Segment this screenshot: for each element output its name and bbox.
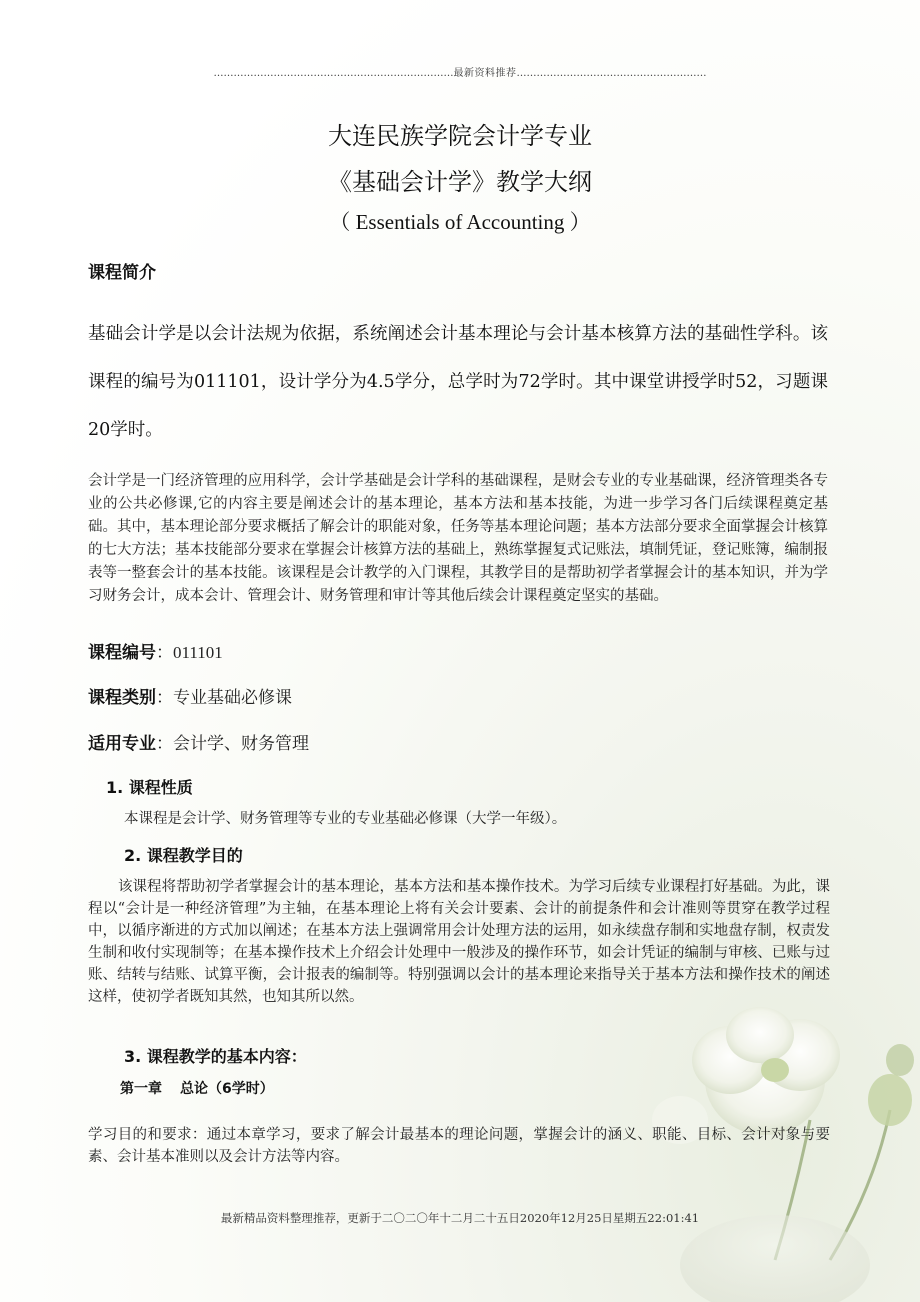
course-category-value: 专业基础必修课 <box>173 688 292 708</box>
applicable-major-value: 会计学、财务管理 <box>173 734 309 754</box>
header-dots-left: ……………………………………………………………… <box>213 68 454 79</box>
title-english: （ Essentials of Accounting ） <box>329 210 591 234</box>
applicable-major-field: 适用专业：会计学、财务管理 <box>88 734 309 754</box>
header-label: 最新资料推荐 <box>453 68 517 79</box>
page-footer: 最新精品资料整理推荐，更新于二〇二〇年十二月二十五日2020年12月25日星期五22:01:41 <box>220 1211 700 1225</box>
chapter-name: 总论（6学时） <box>180 1081 274 1097</box>
intro-text: 基础会计学是以会计法规为依据，系统阐述会计基本理论与会计基本核算方法的基础性学科。该课程的编号为011101，设计学分为4.5学分，总学时为72学时。其中课堂讲授学时52，习题课20学时。 <box>88 324 828 440</box>
section-2-heading: 2. 课程教学目的 <box>124 846 243 865</box>
section-2-text: 该课程将帮助初学者掌握会计的基本理论，基本方法和基本操作技术。为学习后续专业课程打好基础。为此，课程以“会计是一种经济管理”为主轴，在基本理论上将有关会计要素、会计的前提条件和会计准则等贯穿在教学过程中，以循序渐进的方式加以阐述；在基本方法上强调常用会计处理方法的运用，如永续盘存制和实地盘存制，权责发生制和收付实现制等；在基本操作技术上介绍会计处理中一般涉及的操作环节，如会计凭证的编制与审核、已账与过账、结转与结账、试算平衡，会计报表的编制等。特别强调以会计的基本理论来指导关于基本方法和操作技术的阐述这样，使初学者既知其然，也知其所以然。 <box>88 879 830 1005</box>
chapter-objective-text: 学习目的和要求：通过本章学习，要求了解会计最基本的理论问题，掌握会计的涵义、职能、目标、会计对象与要素、会计基本准则以及会计方法等内容。 <box>88 1127 830 1165</box>
course-code-label: 课程编号 <box>88 643 156 663</box>
section-3-heading: 3. 课程教学的基本内容： <box>124 1047 307 1066</box>
course-category-label: 课程类别 <box>88 688 156 708</box>
section-1-text: 本课程是会计学、财务管理等专业的专业基础必修课（大学一年级）。 <box>124 811 567 827</box>
section-1-heading: 1. 课程性质 <box>106 778 193 797</box>
title-course: 《基础会计学》教学大纲 <box>328 168 592 196</box>
intro-heading: 课程简介 <box>88 263 156 283</box>
course-code-value: 011101 <box>173 643 223 662</box>
header-dots-right: ………………………………………………… <box>516 68 707 79</box>
chapter-number: 第一章 <box>120 1081 162 1097</box>
course-code-field: 课程编号：011101 <box>88 643 223 663</box>
title-school: 大连民族学院会计学专业 <box>328 122 592 150</box>
course-description: 会计学是一门经济管理的应用科学，会计学基础是会计学科的基础课程，是财会专业的专业基础课，经济管理类各专业的公共必修课,它的内容主要是阐述会计的基本理论，基本方法和基本技能，为进一步学习各门后续课程奠定基础。其中，基本理论部分要求概括了解会计的职能对象，任务等基本理论问题；基本方法部分要求全面掌握会计核算的七大方法；基本技能部分要求在掌握会计核算方法的基础上，熟练掌握复式记账法，填制凭证，登记账簿，编制报表等一整套会计的基本技能。该课程是会计教学的入门课程，其教学目的是帮助初学者掌握会计的基本知识，并为学习财务会计，成本会计、管理会计、财务管理和审计等其他后续会计课程奠定坚实的基础。 <box>88 473 828 604</box>
course-category-field: 课程类别：专业基础必修课 <box>88 688 292 708</box>
chapter-heading <box>120 1078 274 1098</box>
applicable-major-label: 适用专业 <box>88 734 156 754</box>
page-header <box>163 64 757 79</box>
